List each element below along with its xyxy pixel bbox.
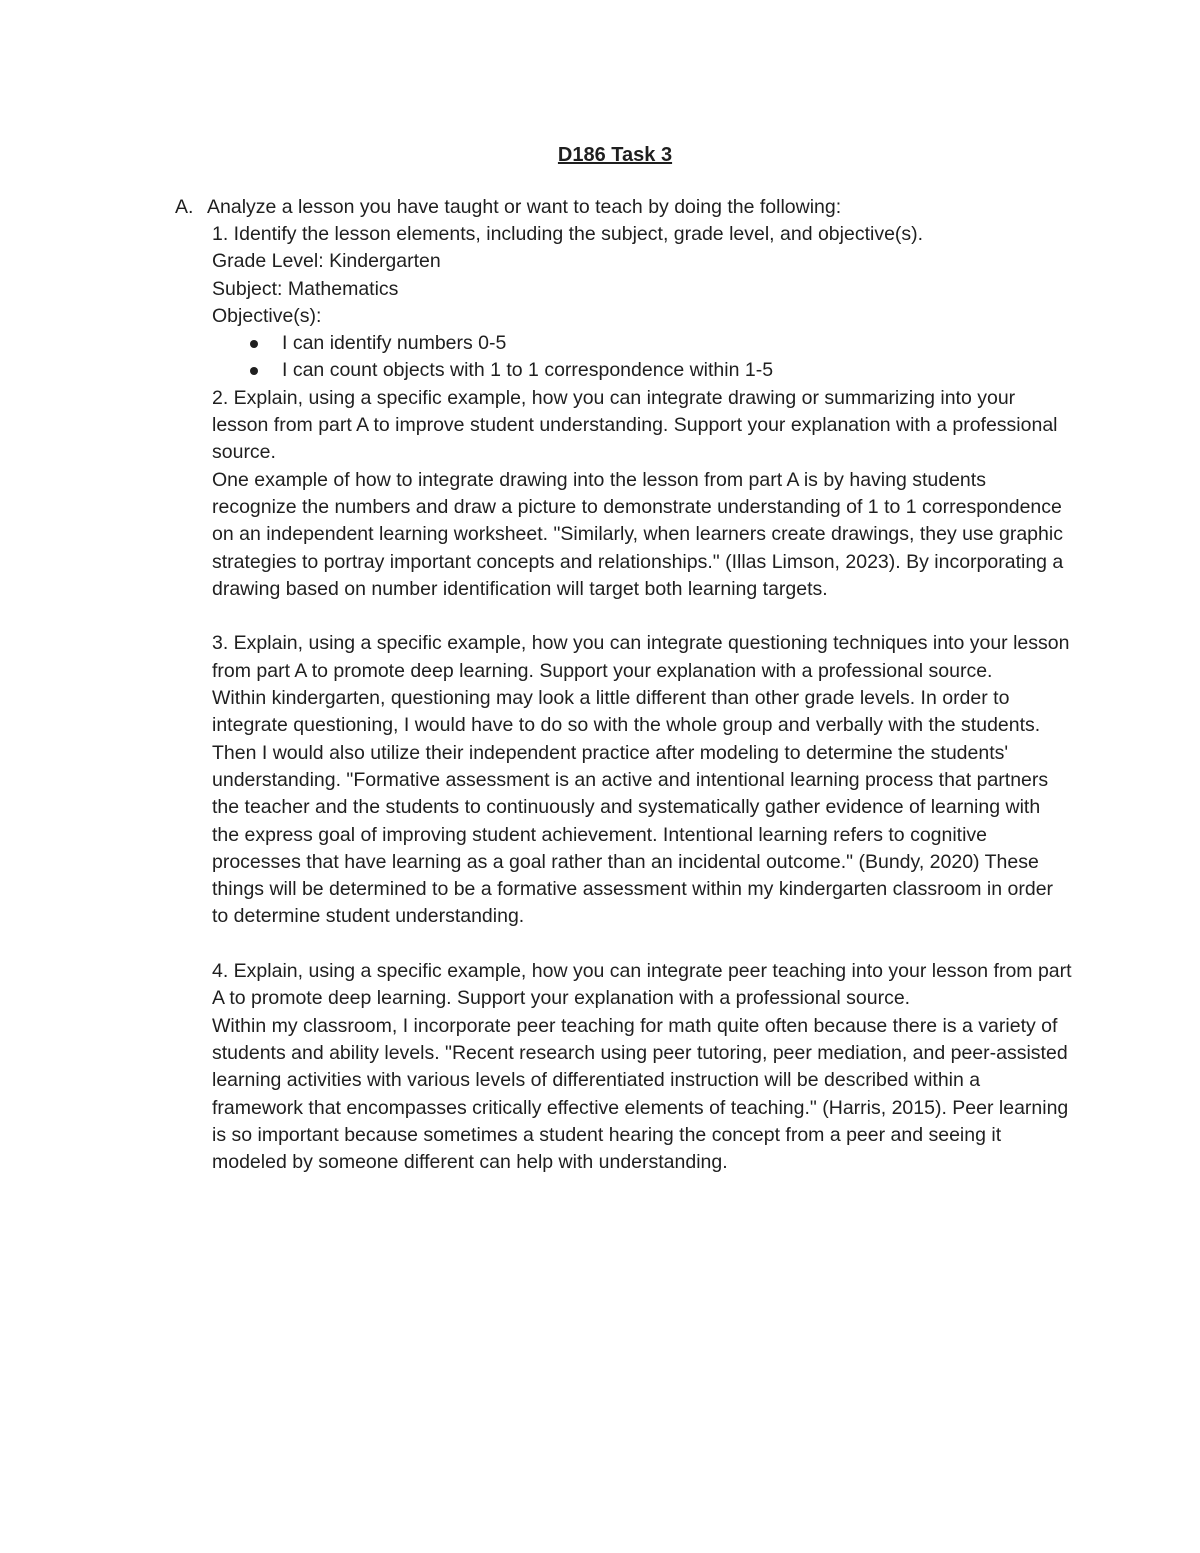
objective-item	[212, 357, 1072, 384]
objectives-list	[212, 330, 1072, 385]
question-4-answer: Within my classroom, I incorporate peer teaching for math quite often because there is a variety of students and ability levels. "Recent research using peer tutoring, peer mediation, and peer-assisted learning activities with various levels of differentiated instruction will be described within a framework that encompasses critically effective elements of teaching." (Harris, 2015). Peer learning is so important because sometimes a student hearing the concept from a peer and seeing it modeled by someone different can help with understanding.	[212, 1014, 1069, 1174]
objectives-label: Objective(s):	[212, 304, 322, 327]
grade-level-line: Grade Level: Kindergarten	[212, 250, 441, 273]
objective-item	[212, 330, 1072, 357]
section-a-heading	[175, 194, 841, 221]
question-2-answer: One example of how to integrate drawing into the lesson from part A is by having students recognize the numbers and draw a picture to demonstrate understanding of 1 to 1 correspondence on an independent learning worksheet. "Similarly, when learners create drawings, they use graphic strategies to portray important concepts and relationships." (Illas Limson, 2023). By incorporating a drawing based on number identification will target both learning targets.	[212, 468, 1064, 600]
question-3-answer: Within kindergarten, questioning may look a little different than other grade levels. In order to integrate questioning, I would have to do so with the whole group and verbally with the students. Then I would also utilize their independent practice after modeling to determine the students' understanding. "Formative assessment is an active and intentional learning process that partners the teacher and the students to continuously and systematically gather evidence of learning with the express goal of improving student achievement. Intentional learning refers to cognitive processes that have learning as a goal rather than an incidental outcome." (Bundy, 2020) These things will be determined to be a formative assessment within my kindergarten classroom in order to determine student understanding.	[212, 687, 1054, 928]
document-body	[212, 221, 1072, 1176]
bullet-icon	[250, 367, 258, 375]
question-3-prompt: 3. Explain, using a specific example, how you can integrate questioning techniques into your lesson from part A to promote deep learning. Support your explanation with a professional source.	[212, 632, 1070, 682]
document-title: D186 Task 3	[557, 144, 673, 166]
section-a-marker: A.	[175, 196, 194, 218]
paragraph-spacer	[212, 931, 1072, 958]
paragraph-spacer	[212, 603, 1072, 630]
question-2-prompt: 2. Explain, using a specific example, how you can integrate drawing or summarizing into your lesson from part A to improve student understanding. Support your explanation with a professional source.	[212, 386, 1058, 464]
bullet-icon	[250, 340, 258, 348]
question-1-prompt: 1. Identify the lesson elements, including the subject, grade level, and objective(s).	[212, 223, 924, 245]
question-4-prompt: 4. Explain, using a specific example, how you can integrate peer teaching into your lesson from part A to promote deep learning. Support your explanation with a professional source.	[212, 960, 1072, 1010]
objective-text: I can count objects with 1 to 1 correspondence within 1-5	[282, 359, 774, 382]
objective-text: I can identify numbers 0-5	[282, 332, 507, 355]
subject-line: Subject: Mathematics	[212, 277, 399, 300]
section-a-text: Analyze a lesson you have taught or want to teach by doing the following:	[207, 196, 842, 218]
